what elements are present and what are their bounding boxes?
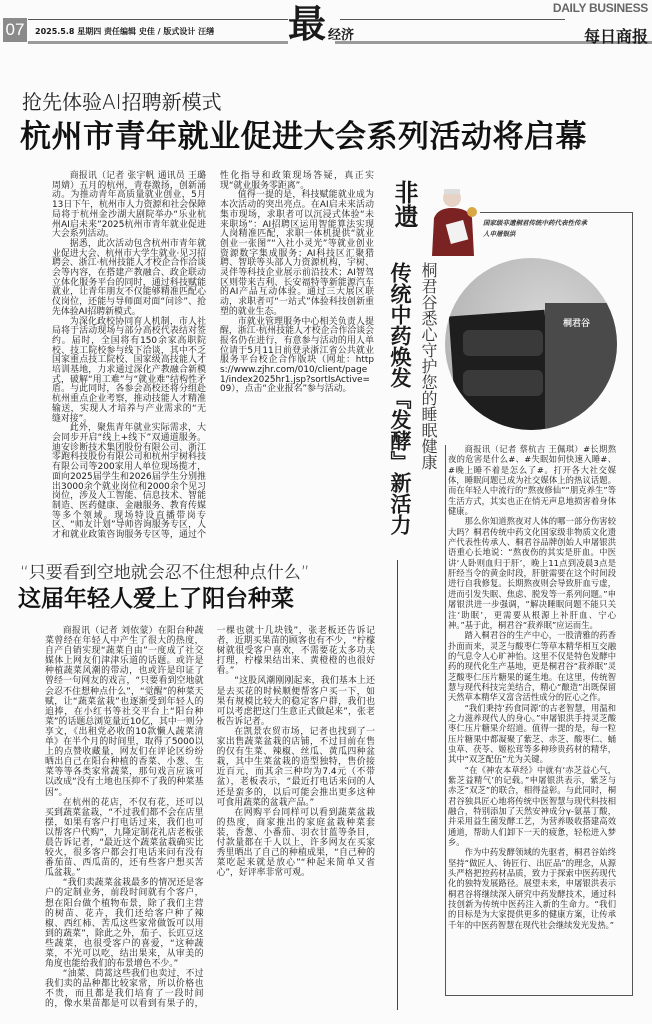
paper-name-cn: 每日商报	[583, 27, 648, 46]
article1-subhead: 抢先体验AI招聘新模式	[22, 90, 222, 114]
section-logo: 最	[288, 1, 327, 46]
paragraph: “我们秉持‘药食同源’的古老智慧，用温和之力滋养现代人的身心。”申屠银洪手持灵芝酸枣仁压片糖果介绍道。值得一提的是，每一粒压片糖果中都凝聚了紫芝、赤芝、酸枣仁、蛹虫草、茯苓、姬松茸等多种珍贵药材的精华，其中“双芝配伍”尤为关键。	[448, 702, 616, 765]
article3-subhead: 桐君谷悉心守护您的睡眠健康	[419, 262, 438, 470]
article1-headline: 杭州市青年就业促进大会系列活动将启幕	[20, 119, 587, 155]
paragraph: 商报讯（记者 刘依蒙）在阳台种蔬菜曾经在年轻人中产生了很大的热度，自产自销实现“蔬菜自由”一度成了社交媒体上网友们津津乐道的话题。或许是种植蔬菜风潮的带动，也或许是印证了曾经一句网友的戏言，“只要看到空地就会忍不住想种点什么”，“觉醒”的种菜天赋，让“蔬菜盆栽”也逐渐受到年轻人的追捧，在小红书等社交平台上“阳台种菜”的话题总浏览量近10亿，其中一则分享文，《出租党必收的10款懒人蔬菜清单》在半个月的时间里，取得了5000以上的点赞收藏量，网友们在评论区纷纷晒出自己在阳台种植的香菜、小葱、生菜等等各类家常蔬菜，那句戏言应该可以改成“没有土地也压抑不了我的种菜基因”。	[45, 626, 204, 798]
article2-headline: 这届年轻人爱上了阳台种菜	[18, 586, 294, 612]
paragraph: “这股风潮刚刚起来，我们基本上还是去买花的时候顺便帮客户买一下，如果有规模比较大的稳定客户群，我们也可以考虑把这门生意正式做起来”，张老板告诉记者。	[216, 676, 375, 727]
article2-quote: “只要看到空地就会忍不住想种点什么”	[20, 563, 310, 583]
paragraph: 在凯景农贸市场，记者也找到了一家出售蔬菜盆栽的店铺，不过目前在售的仅有生菜、辣椒、丝瓜、黄瓜四种盆栽，其中生菜盆栽的造型独特，售价接近百元，而其余三种均为7.4元（不带盆），老板表示，“最近打电话来问的人还是蛮多的，以后可能会推出更多这种可食用蔬菜的盆栽产品。”	[216, 726, 375, 808]
paragraph: 作为中药发酵领域的先驱者，桐君谷始终坚持“做匠人、铸匠行、出匠品”的理念，从源头严格把控药材品质，致力于探索中医药现代化的独特发展路径。展望未来，申屠银洪表示桐君谷将继续深入研究中药发酵技术，通过科技创新为传统中医药注入新的生命力。“我们的目标是为大家提供更多的健康方案，让传承千年的中医药智慧在现代社会继续发光发热。”	[448, 847, 616, 930]
box-border	[445, 445, 446, 995]
feiyi-logo: 非遗	[390, 180, 419, 228]
header-rule	[28, 41, 288, 44]
article2-body	[45, 626, 375, 1018]
paragraph: 值得一提的是，科技赋能就业成为本次活动的突出亮点。在AI启未来活动集市现场，求职者可以沉浸式体验“未来职场”：AI招聘区运用智能算法实现人岗精准匹配，求职一体机提供“就业创业一张图”“入社小灵光”等就业创业资源数字集成服务；AI科技区汇聚猎聘、智联等头部人力资源机构，宇树、灵伴等科技企业展示前沿技术；AI智驾区则带来吉利、长安福特等新能源汽车的AI产品互动体验。通过三大展区联动，求职者可“一站式”体验科技创新重塑的就业生态。	[220, 190, 374, 317]
article3-body	[448, 444, 616, 989]
paragraph: “油菜、茼蒿这些我们也卖过，不过我们卖的品种都比较家常，所以价格也不贵，而且都是我们培育了一段时间的，像水果苗都是可以看到有果子的，一棵也就十几块钱”，张老板还告诉记者，近期买果苗的顾客也有不少，“柠檬树就很受客户喜欢，不需要花太多功夫打理，柠檬果结出来、黄橙橙的也很好看。”	[45, 626, 375, 1010]
section-name: 经济	[328, 28, 355, 43]
column-divider	[397, 560, 398, 1010]
header-rule	[28, 19, 288, 20]
paper-name-en: DAILY BUSINESS	[552, 1, 648, 15]
product-photo	[445, 258, 617, 430]
paragraph: 据悉，此次活动包含杭州市青年就业促进大会、杭州市大学生就业·见习招聘会、浙江·杭州技能人才校企合作洽谈会等内容，在搭建产教融合、政企联动立体化服务平台的同时，通过科技赋能就业，让青年朋友不仅能够精准匹配心仪岗位，还能与导师面对面“问诊”、抢先体验AI招聘新模式。	[52, 238, 206, 317]
paragraph: 在杭州的花店，不仅有花，还可以买到蔬菜盆栽，“不过我们都不会在店里摆，如果有客户打电话过来，我们也可以帮客户代购”，九隆定制花礼店老板张晨告诉记者，“最近这个蔬菜盆栽确实比较火，很多客户都会打电话来问有没有番茄苗、西瓜苗的，还有些客户想买苦瓜盆栽。”	[45, 797, 204, 879]
paragraph: 在网购平台同样可以看到蔬菜盆栽的热度，商家推出的家庭盆栽种菜套装，香葱、小番茄、羽衣甘蓝等条目，付款量都在千人以上，许多网友在买家秀里晒出了自己的种植成果，“自己种的菜吃起来就是放心”“种起来简单又省心”，好评率非常可观。	[216, 807, 375, 879]
paragraph: 那么你知道熬夜对人体的哪一部分伤害较大吗？桐君传统中药文化国家级非物质文化遗产代表性传承人、桐君谷品牌创始人申屠银洪语重心长地说：“熬夜伤的其实是肝血。中医讲‘人卧则血归于肝’，晚上11点到凌晨3点是肝经当令的黄金时段，肝脏需要在这个时间段进行自我修复。长期熬夜则会导致肝血亏虚，进而引发失眠、焦虑、脱发等一系列问题。”申屠银洪进一步强调，“解决睡眠问题不能只关注‘助眠’，更需要从根源上补肝血、宁心神。”基于此，桐君谷“菽养眠”应运而生。	[448, 516, 616, 630]
dateline: 2025.5.8 星期四 责任编辑 史佳 / 版式设计 汪缮	[35, 27, 215, 36]
product-brand-label: 桐君谷	[563, 319, 591, 329]
portrait-caption: 国家级非遗桐君传统中药代表性传承人申屠银洪	[483, 219, 587, 238]
page-number: 07	[3, 18, 27, 42]
header-rule	[340, 19, 565, 20]
paragraph: 市就业管理服务中心相关负责人提醒，浙江·杭州技能人才校企合作洽谈会报名仍在进行，有意参与活动的用人单位请于5月11日前登录浙江省公共就业服务平台校企合作版块（网址：https://www.zjhr.com/010/client/page1/index2025hr1.jsp?sortIsActive=09），点击“企业报名”参与活动。	[220, 316, 374, 395]
article1-body	[52, 172, 374, 550]
paragraph: 为深化政校协同育人机制，市人社局将于活动现场与部分高校代表结对签约。届时，全国将有150余家高职院校、技工院校参与线下洽谈，其中不乏国家重点技工院校、国家级高技能人才培训基地，力求通过深化产教融合新模式，破解“用工难”与“就业难”结构性矛盾。与此同时，各参会高校还将分组赴杭州重点企业考察，推动技能人才精准输送，实现人才培养与产业需求的“无缝对接”。	[52, 316, 206, 424]
paragraph: 商报讯（记者 张宇帆 通讯员 王璐 周婧）五月的杭州，青春激扬，创新涌动。为推动青年高质量就业创业，5月13日下午，杭州市人力资源和社会保障局将于杭州金沙湖大剧院举办“乐业杭州AI启未来”2025杭州市青年就业促进大会系列活动。	[52, 171, 206, 240]
article3-headline: 传统中药焕发『发酵』新活力	[388, 262, 412, 535]
paragraph: 此外，聚焦青年就业实际需求，大会同步开启“线上+线下”双通道服务。迪安诊断技术集团股份有限公司、浙江零跑科技股份有限公司和杭州宇树科技有限公司等200家用人单位现场揽才，面向2025届学生和2026届学生分别推出3000余个就业岗位和2000余个见习岗位，涉及人工智能、信息技术、智能制造、医药健康、金融服务、教育传媒等多个领域。现场特设直播带岗专区、“师友计划”导师咨询服务专区，人才和就业政策咨询服务专区等，通过个性化指导和政策现场答疑，真正实现“就业服务零距离”。	[52, 171, 374, 541]
inheritor-portrait	[428, 186, 480, 256]
paragraph: 商报讯（记者 蔡杭吉 王佩琪）#长期熬夜的危害是什么#、#失眠如何快速入睡#、#晚上睡不着是怎么了#。打开各大社交媒体，睡眠问题已成为社交媒体上的热议话题。而在年轻人中流行的“熬夜修仙”“朋克养生”等生活方式，其实也正在悄无声息地损害着身体健康。	[448, 444, 616, 517]
paragraph: “我们卖蔬菜盆栽最多的情况还是客户的定制业务，前段时间就有个客户，想在阳台做个植物布景，除了我们主营的树苗、花卉，我们还给客户种了辣椒、西红柿、苦瓜这些家常做饭可以用到的蔬菜”，除此之外，茄子、长豇豆这些蔬菜，也很受客户的喜爱，“这种蔬菜，不光可以吃，结出果来，从审美的角度也能给我们的布景增色不少。”	[45, 878, 204, 970]
paragraph: 踏入桐君谷的生产中心，一股清雅的药香扑面而来，灵芝与酸枣仁等草本精华相互交融的气息令人心旷神怡。这里不仅是特色发酵中药的现代化生产基地，更是桐君谷“菽养眠”灵芝酸枣仁压片糖果的诞生地。在这里，传统智慧与现代科技完美结合，精心“酿造”出既保留天然草本精华又富含活性成分的匠心之作。	[448, 630, 616, 703]
paragraph: “在《神农本草经》中就有‘赤芝益心气，紫芝益精气’的记载。”申屠银洪表示，紫芝与赤芝“双芝”的联合，相得益彰。与此同时，桐君谷独具匠心地将传统中医智慧与现代科技相融合，特别添加了天然安神成分γ-氨基丁酸，并采用益生菌发酵工艺，为营养吸收搭建高效通道，帮助人们卸下一天的疲惫，轻松进入梦乡。	[448, 764, 616, 848]
